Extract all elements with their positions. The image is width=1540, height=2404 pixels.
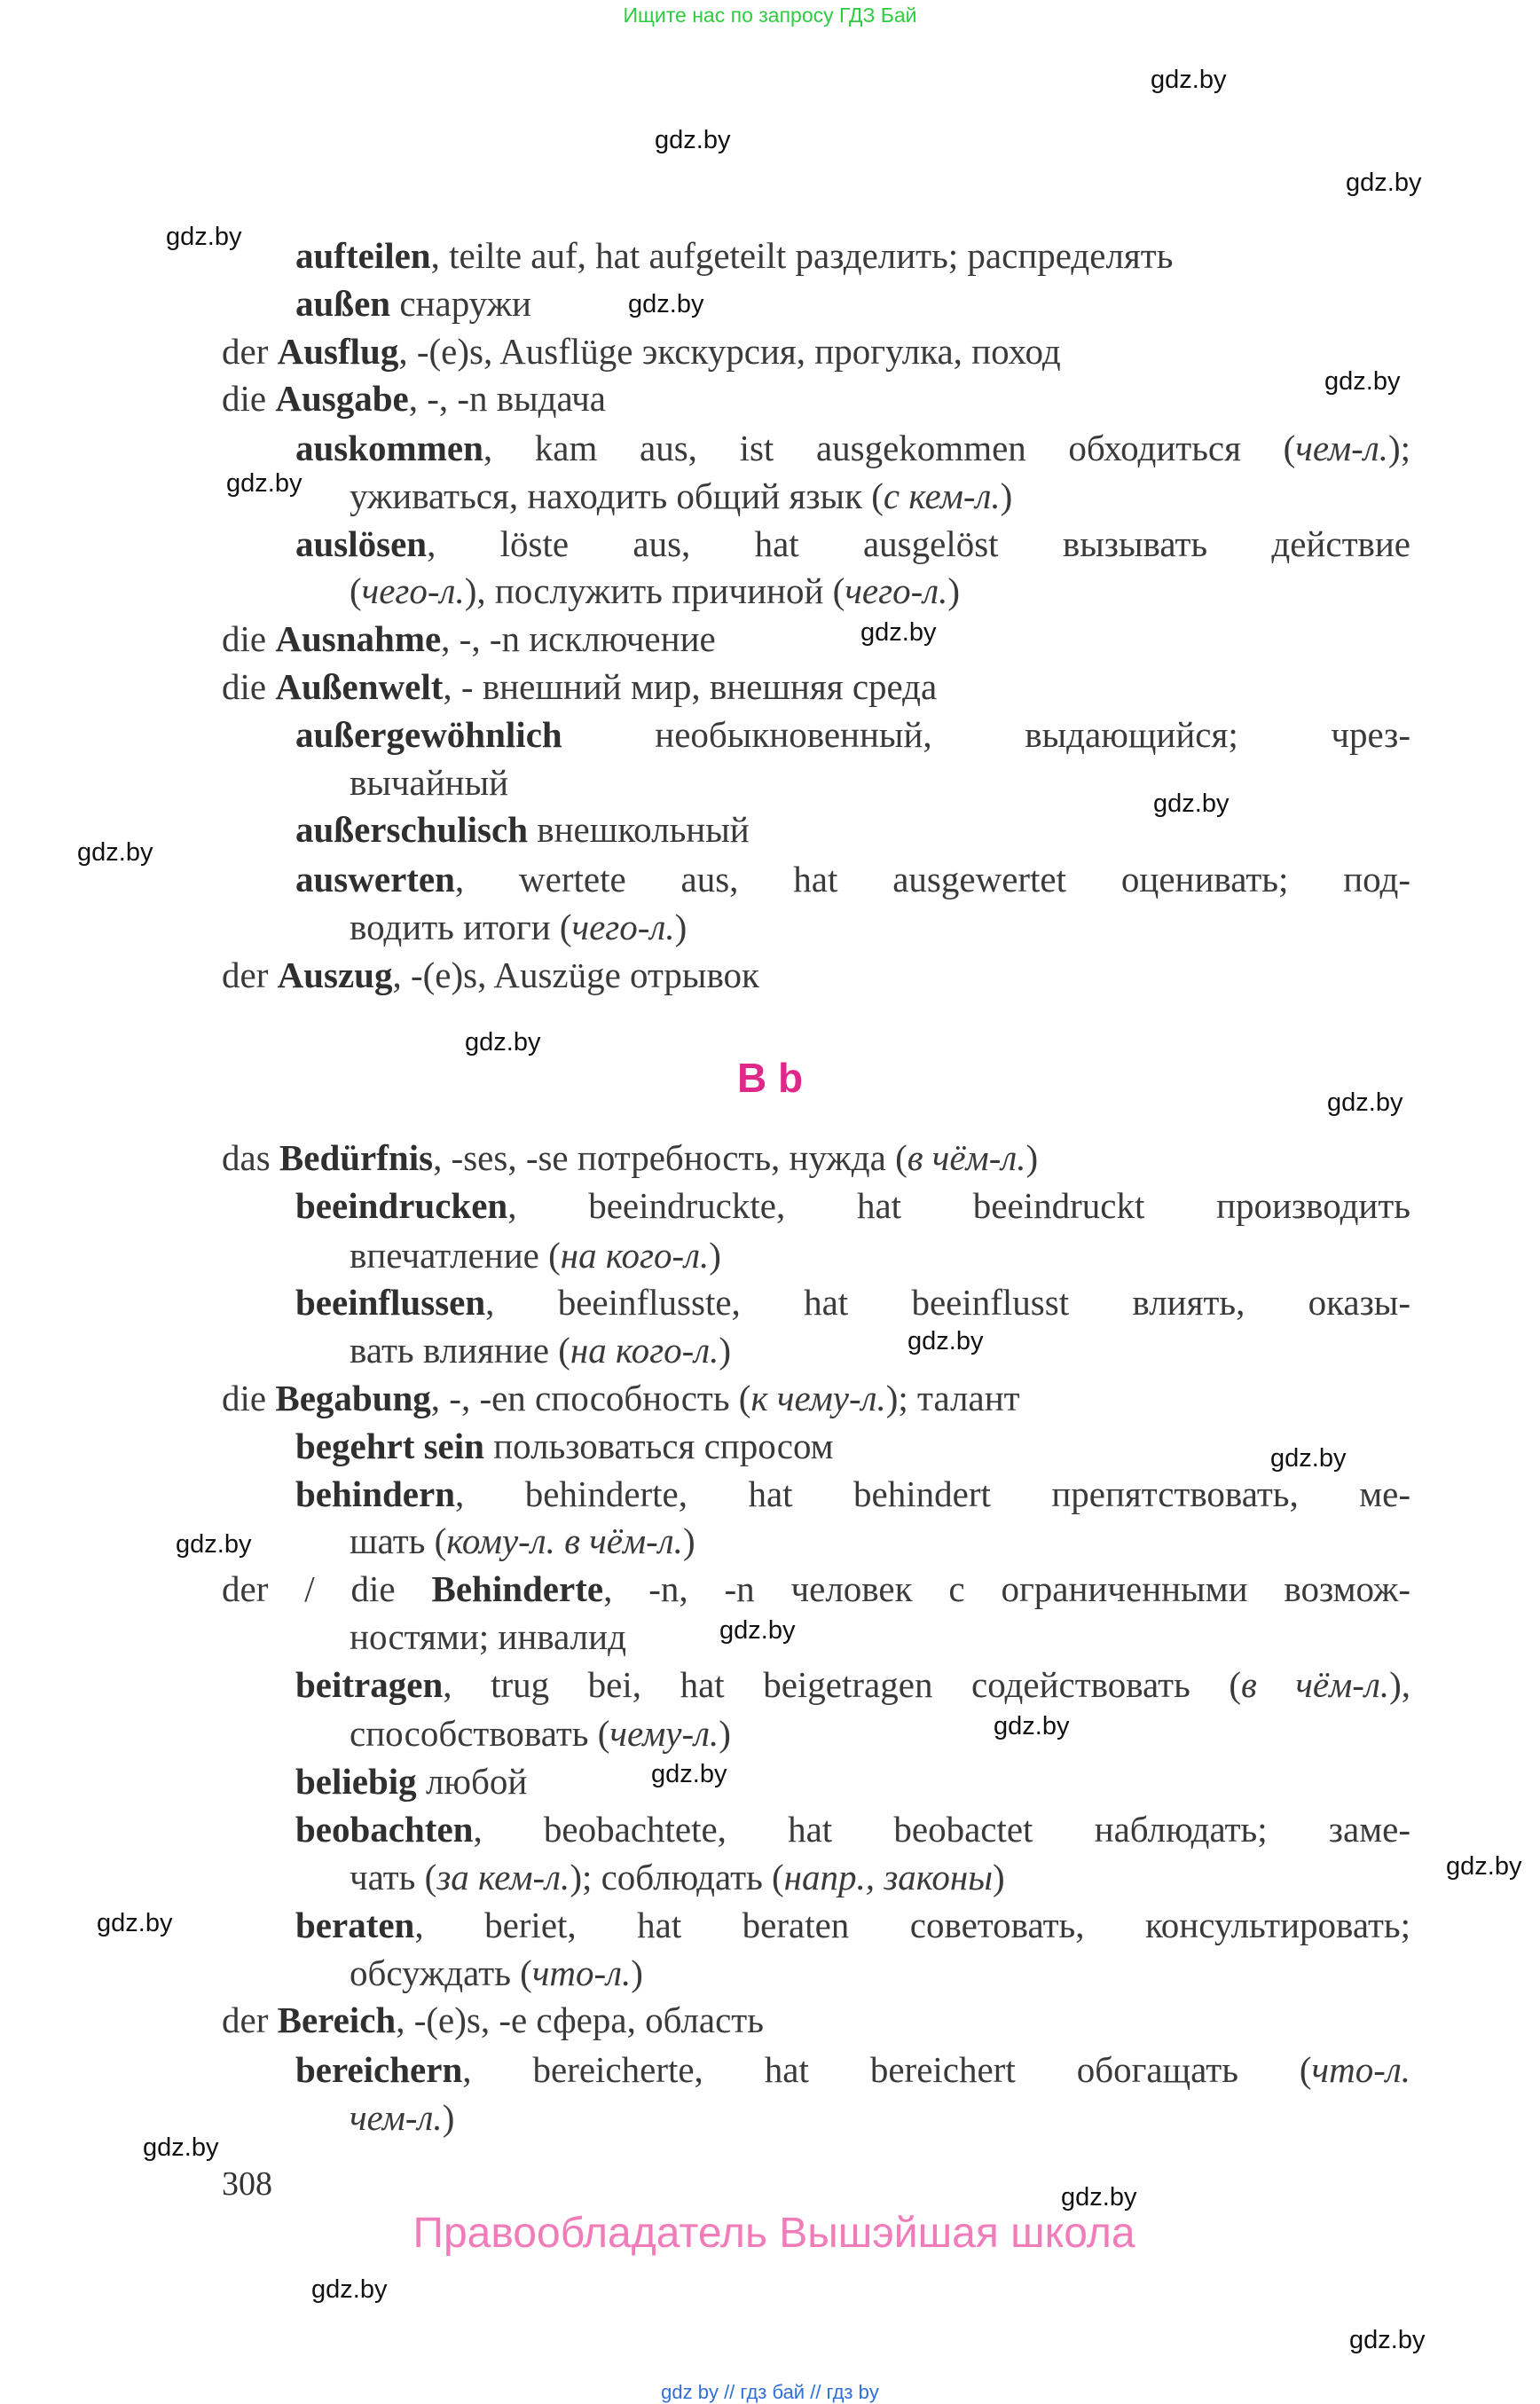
dictionary-entry-continuation [350, 1233, 721, 1277]
usage-note: чем-л. [350, 2097, 443, 2138]
watermark: gdz.by [651, 1760, 727, 1788]
entry-text: der / die [222, 1568, 432, 1609]
entry-text: ), [1389, 1664, 1410, 1705]
dictionary-entry [222, 664, 937, 709]
watermark: gdz.by [1153, 790, 1230, 818]
usage-note: на кого-л. [570, 1330, 719, 1371]
headword: auswerten [295, 859, 455, 900]
entry-text: ) [709, 1235, 721, 1276]
headword: Begabung [275, 1378, 431, 1418]
dictionary-entry-continuation [350, 1328, 731, 1372]
headword: bereichern [295, 2049, 463, 2090]
entry-text: , beeindruckte, hat beeindruckt производить [507, 1185, 1410, 1226]
dictionary-entry [222, 1376, 1020, 1420]
dictionary-entry-continuation [350, 1519, 695, 1563]
entry-text: вать влияние ( [350, 1330, 570, 1371]
watermark: gdz.by [77, 838, 153, 867]
entry-text: обсуждать ( [350, 1952, 532, 1993]
dictionary-entry-continuation [350, 1855, 1005, 1899]
entry-text: die [222, 666, 276, 707]
entry-text: ) [947, 570, 961, 611]
entry-text: , -(e)s, Auszüge отрывок [392, 955, 759, 995]
entry-text: , -, -n выдача [408, 378, 606, 419]
watermark: gdz.by [176, 1530, 252, 1559]
headword: Auszug [277, 955, 393, 995]
usage-note: на кого-л. [560, 1235, 710, 1276]
dictionary-entry [295, 712, 1410, 757]
entry-text: ) [631, 1952, 643, 1993]
entry-text: , behinderte, hat behindert препятствовать, ме- [455, 1473, 1410, 1514]
usage-note: что-л. [531, 1952, 632, 1993]
dictionary-entry [222, 953, 759, 997]
entry-text: , -(e)s, -e сфера, область [396, 1999, 764, 2040]
watermark: gdz.by [1324, 367, 1401, 396]
dictionary-entry [295, 426, 1410, 470]
dictionary-entry [295, 1183, 1410, 1228]
entry-text: ); талант [885, 1378, 1020, 1418]
entry-text: ), послужить причиной ( [464, 570, 845, 611]
headword: Ausgabe [275, 378, 409, 419]
usage-note: что-л. [1311, 2049, 1410, 2090]
watermark: gdz.by [166, 223, 242, 251]
entry-text: der [222, 955, 278, 995]
watermark: gdz.by [311, 2275, 388, 2304]
watermark: gdz.by [719, 1616, 796, 1645]
entry-text: , kam aus, ist ausgekommen обходиться ( [483, 428, 1296, 468]
dictionary-entry-continuation [350, 2095, 454, 2140]
entry-text: вычайный [350, 762, 509, 803]
dictionary-entry [295, 522, 1410, 566]
usage-note: чем-л. [1295, 428, 1388, 468]
entry-text: , -, -n исключение [441, 618, 716, 659]
headword: beliebig [295, 1761, 417, 1802]
usage-note: в чём-л. [907, 1137, 1026, 1178]
dictionary-entry-continuation [350, 1614, 626, 1659]
watermark: gdz.by [1446, 1852, 1522, 1881]
watermark: gdz.by [226, 469, 302, 498]
entry-text: ) [1025, 1137, 1039, 1178]
headword: behindern [295, 1473, 455, 1514]
dictionary-entry [295, 1424, 834, 1468]
watermark: gdz.by [1270, 1444, 1347, 1473]
entry-text: , -ses, -se потребность, нужда ( [433, 1137, 908, 1178]
headword: beeindrucken [295, 1185, 508, 1226]
watermark: gdz.by [860, 618, 937, 647]
dictionary-entry [222, 1998, 764, 2042]
headword: außen [295, 283, 391, 324]
watermark: gdz.by [628, 290, 704, 318]
dictionary-entry [295, 1807, 1410, 1851]
dictionary-entry [295, 1280, 1410, 1324]
entry-text: ); [1387, 428, 1410, 468]
entry-text: die [222, 378, 276, 419]
footer-links: gdz by // гдз бай // гдз by [661, 2381, 879, 2403]
headword: Ausflug [277, 331, 399, 372]
dictionary-entry [295, 807, 750, 852]
entry-text: шать ( [350, 1520, 447, 1561]
entry-text: , -, -en способность ( [430, 1378, 751, 1418]
dictionary-entry [295, 857, 1410, 901]
dictionary-entry [222, 617, 716, 661]
entry-text: пользоваться спросом [483, 1426, 834, 1466]
dictionary-entry [222, 1135, 1038, 1180]
entry-text: der [222, 331, 278, 372]
headword: beeinflussen [295, 1282, 486, 1323]
entry-text: , beobachtete, hat beobactet наблюдать; заме- [473, 1809, 1410, 1850]
dictionary-entry [295, 1903, 1410, 1947]
entry-text: снаружи [390, 283, 531, 324]
headword: auskommen [295, 428, 483, 468]
usage-note: чего-л. [361, 570, 465, 611]
usage-note: кому-л. в чём-л. [446, 1520, 683, 1561]
dictionary-entry [222, 329, 1061, 373]
usage-note: чему-л. [609, 1713, 719, 1754]
entry-text: ( [350, 570, 362, 611]
entry-text: любой [416, 1761, 528, 1802]
entry-text: водить итоги ( [350, 907, 572, 947]
entry-text: , teilte auf, hat aufgeteilt разделить; распределять [430, 235, 1174, 276]
dictionary-entry [295, 2047, 1410, 2092]
dictionary-entry [295, 1472, 1410, 1516]
entry-text: , -n, -n человек с ограниченными возмож- [603, 1568, 1410, 1609]
section-heading: B b [736, 1055, 804, 1101]
headword: Behinderte [431, 1568, 604, 1609]
dictionary-entry-continuation [350, 760, 508, 805]
entry-text: уживаться, находить общий язык ( [350, 475, 884, 516]
entry-text: der [222, 1999, 278, 2040]
headword: begehrt sein [295, 1426, 484, 1466]
watermark: gdz.by [97, 1909, 173, 1937]
entry-text: das [222, 1137, 279, 1178]
entry-text: , wertete aus, hat ausgewertet оценивать; под- [454, 859, 1410, 900]
watermark: gdz.by [465, 1028, 541, 1057]
headword: Außenwelt [275, 666, 444, 707]
headword: beitragen [295, 1664, 444, 1705]
headword: aufteilen [295, 235, 431, 276]
dictionary-entry [222, 1567, 1410, 1611]
entry-text: ) [442, 2097, 455, 2138]
watermark: gdz.by [1151, 66, 1227, 94]
entry-text: , - внешний мир, внешняя среда [443, 666, 938, 707]
entry-text: , bereicherte, hat bereichert обогащать ( [462, 2049, 1312, 2090]
entry-text: , -(e)s, Ausflüge экскурсия, прогулка, поход [398, 331, 1061, 372]
entry-text: ) [682, 1520, 695, 1561]
headword: Ausnahme [275, 618, 442, 659]
entry-text: ностями; инвалид [350, 1616, 626, 1657]
dictionary-entry [295, 1759, 527, 1803]
usage-note: с кем-л. [883, 475, 1001, 516]
entry-text: die [222, 618, 276, 659]
dictionary-entry-continuation [350, 1711, 731, 1756]
watermark: gdz.by [655, 126, 731, 154]
usage-note: чего-л. [571, 907, 675, 947]
headword: beraten [295, 1905, 415, 1945]
dictionary-entry-continuation [350, 474, 1012, 518]
dictionary-entry [295, 281, 531, 326]
dictionary-entry [295, 1662, 1410, 1707]
header-banner: Ищите нас по запросу ГДЗ Бай [623, 4, 917, 27]
entry-text: чать ( [350, 1857, 437, 1897]
dictionary-entry-continuation [350, 905, 687, 949]
usage-note: к чему-л. [750, 1378, 886, 1418]
dictionary-entry [295, 233, 1173, 278]
dictionary-entry-continuation [350, 569, 960, 613]
entry-text: внешкольный [528, 809, 750, 850]
watermark: gdz.by [1349, 2326, 1426, 2354]
headword: beobachten [295, 1809, 474, 1850]
usage-note: за кем-л. [436, 1857, 570, 1897]
usage-note: напр., законы [783, 1857, 993, 1897]
entry-text: ) [674, 907, 688, 947]
usage-note: в чём-л. [1241, 1664, 1390, 1705]
headword: außerschulisch [295, 809, 528, 850]
entry-text: впечатление ( [350, 1235, 561, 1276]
watermark: gdz.by [143, 2133, 219, 2162]
entry-text: ) [719, 1713, 731, 1754]
entry-text: необыкновенный, выдающийся; чрез- [562, 714, 1410, 755]
entry-text: die [222, 1378, 276, 1418]
page-number: 308 [222, 2165, 272, 2203]
entry-text: , beriet, hat beraten советовать, консультировать; [414, 1905, 1410, 1945]
watermark: gdz.by [1346, 169, 1422, 197]
watermark: gdz.by [1327, 1088, 1403, 1117]
watermark: gdz.by [1061, 2183, 1137, 2212]
headword: außergewöhnlich [295, 714, 562, 755]
entry-text: ) [992, 1857, 1005, 1897]
headword: auslösen [295, 523, 428, 564]
entry-text: , beeinflusste, hat beeinflusst влиять, оказы- [485, 1282, 1410, 1323]
entry-text: ) [1000, 475, 1013, 516]
usage-note: чего-л. [845, 570, 948, 611]
headword: Bereich [277, 1999, 397, 2040]
headword: Bedürfnis [279, 1137, 434, 1178]
dictionary-entry-continuation [350, 1951, 643, 1995]
watermark: gdz.by [908, 1327, 984, 1355]
watermark: gdz.by [994, 1712, 1070, 1740]
dictionary-entry [222, 376, 606, 420]
entry-text: ) [719, 1330, 732, 1371]
entry-text: , trug bei, hat beigetragen содействовать ( [443, 1664, 1242, 1705]
entry-text: ); соблюдать ( [570, 1857, 784, 1897]
entry-text: способствовать ( [350, 1713, 610, 1754]
copyright-notice: Правообладатель Вышэйшая школа [412, 2210, 1135, 2257]
entry-text: , löste aus, hat ausgelöst вызывать действие [427, 523, 1410, 564]
